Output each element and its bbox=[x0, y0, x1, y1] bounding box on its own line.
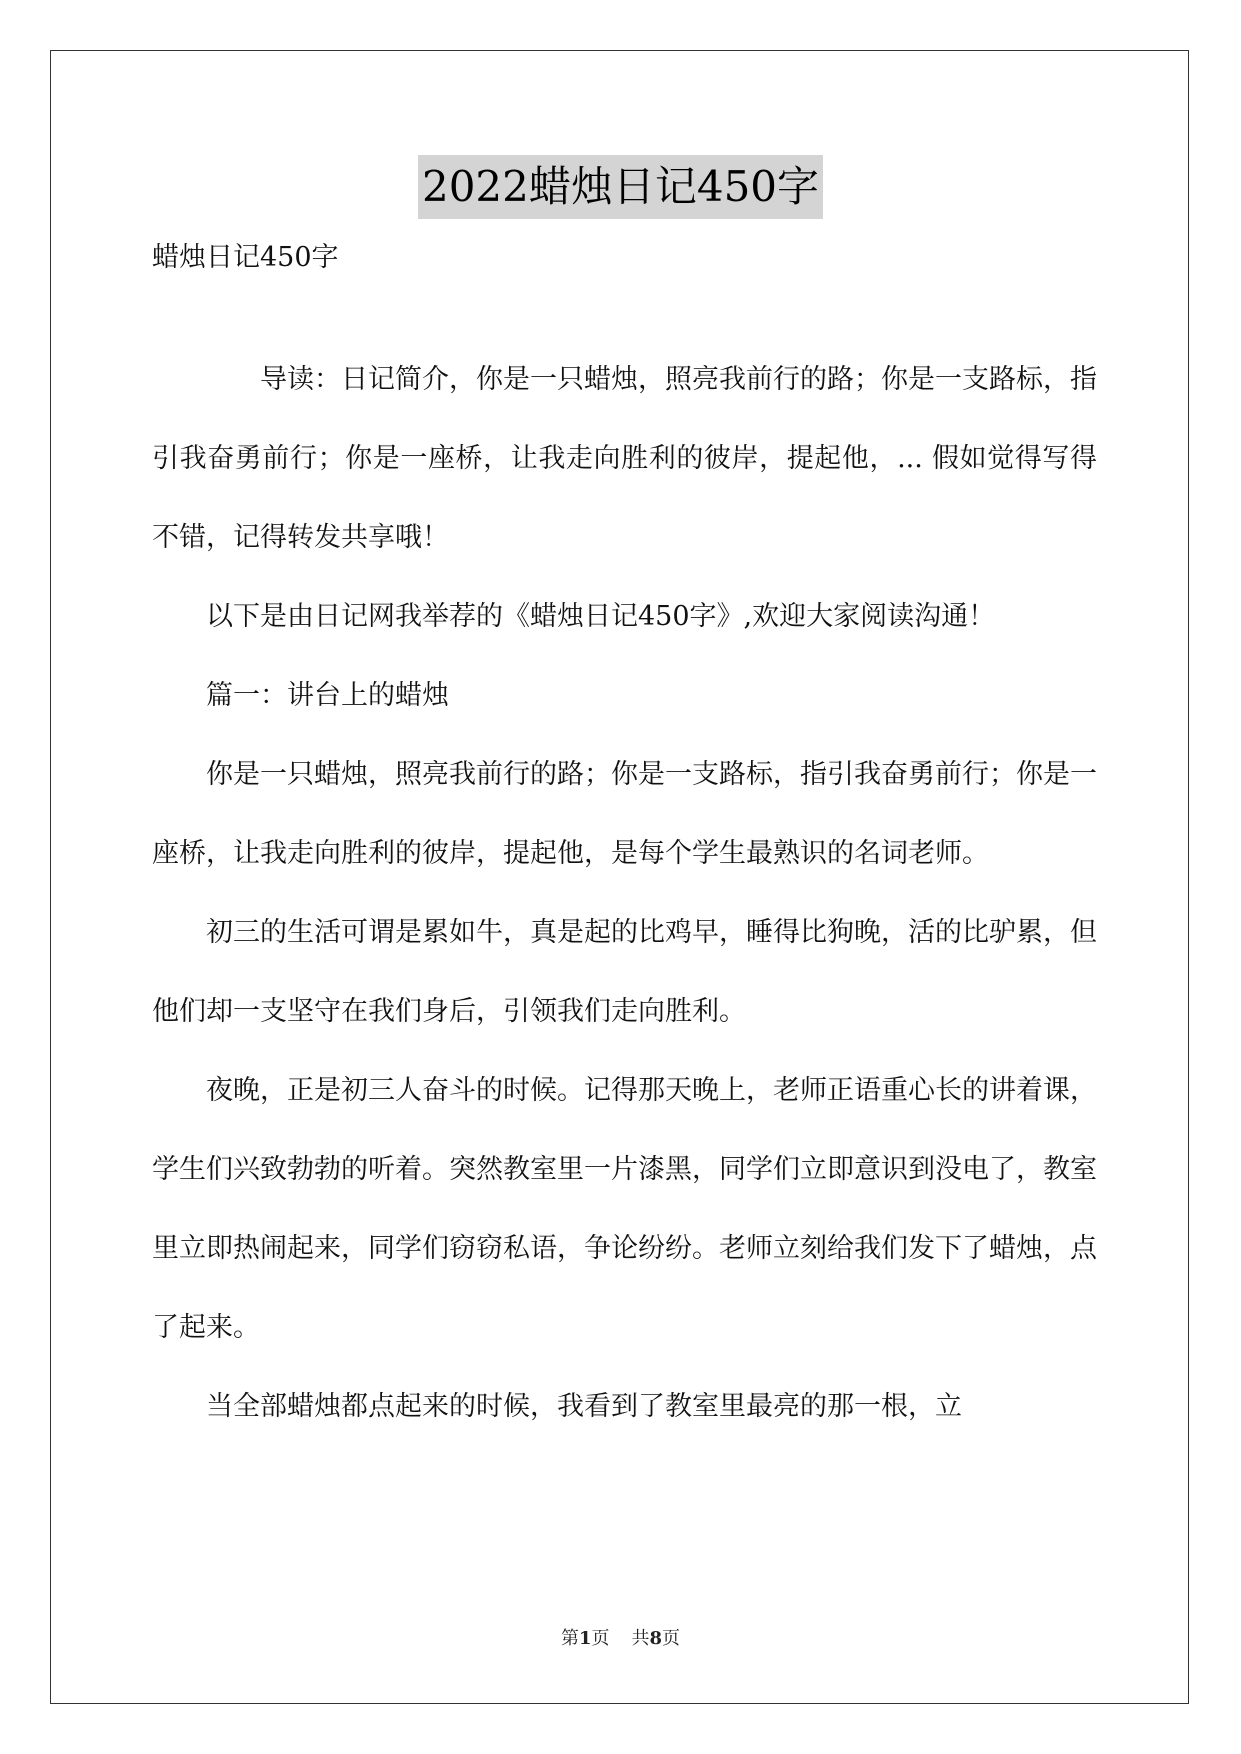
paragraph: 夜晚，正是初三人奋斗的时候。记得那天晚上，老师正语重心长的讲着课，学生们兴致勃勃的听着。突然教室里一片漆黑，同学们立即意识到没电了，教室里立即热闹起来，同学们窃窃私语，争论纷纷。老师立刻给我们发下了蜡烛，点了起来。 bbox=[152, 1075, 1097, 1343]
page-current: 1 bbox=[578, 1628, 592, 1649]
total-prefix: 共 bbox=[631, 1628, 650, 1649]
paragraph: 你是一只蜡烛，照亮我前行的路；你是一支路标，指引我奋勇前行；你是一座桥，让我走向胜利的彼岸，提起他，是每个学生最熟识的名词老师。 bbox=[152, 759, 1097, 869]
page-unit: 页 bbox=[591, 1628, 610, 1649]
section-heading: 篇一：讲台上的蜡烛 bbox=[206, 680, 449, 711]
document-body bbox=[152, 340, 1097, 1446]
document-subtitle: 蜡烛日记450字 bbox=[152, 242, 339, 273]
title-container bbox=[0, 155, 1241, 219]
paragraph-intro: 导读：日记简介，你是一只蜡烛，照亮我前行的路；你是一支路标，指引我奋勇前行；你是一座桥，让我走向胜利的彼岸，提起他，... 假如觉得写得不错，记得转发共享哦！ bbox=[152, 364, 1097, 553]
paragraph-recommendation: 以下是由日记网我举荐的《蜡烛日记450字》,欢迎大家阅读沟通！ bbox=[206, 601, 996, 632]
paragraph: 当全部蜡烛都点起来的时候，我看到了教室里最亮的那一根，立 bbox=[206, 1391, 962, 1422]
page-prefix: 第 bbox=[560, 1628, 579, 1649]
page-total: 8 bbox=[649, 1628, 663, 1649]
total-unit: 页 bbox=[662, 1628, 681, 1649]
document-title: 2022蜡烛日记450字 bbox=[418, 155, 823, 219]
page-footer bbox=[0, 1624, 1241, 1650]
paragraph: 初三的生活可谓是累如牛，真是起的比鸡早，睡得比狗晚，活的比驴累，但他们却一支坚守在我们身后，引领我们走向胜利。 bbox=[152, 917, 1097, 1027]
